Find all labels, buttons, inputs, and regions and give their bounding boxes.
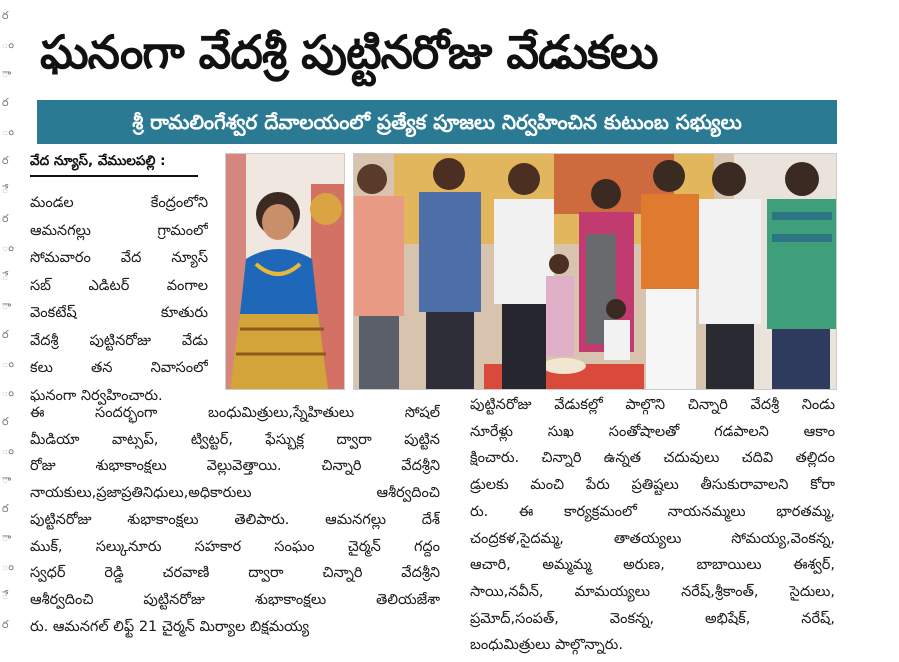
- clipped-glyph: ం: [2, 444, 14, 457]
- article-text-line: పుట్టినరోజు శుభాకాంక్షలు తెలిపారు. ఆమనగల్లు దేశ్: [30, 511, 440, 528]
- article-text-line: మీడియా వాట్సప్, ట్విట్టర్, ఫేస్బుక్ల ద్వారా పుట్టిన: [30, 431, 440, 448]
- article-text-line: సోమవారం వేద న్యూస్: [30, 250, 208, 266]
- article-column-right: [470, 392, 835, 659]
- article-text-line: ఆశీర్వదించి పుట్టినరోజు శుభాకాంక్షలు తెలియజేశా: [30, 591, 440, 608]
- clipped-glyph: ర: [2, 328, 9, 341]
- clipped-glyph: ం: [2, 386, 14, 399]
- article-column-top: [30, 190, 208, 410]
- article-text-line: సబ్ ఎడిటర్ వంగాల: [30, 277, 208, 294]
- article-text-line: పుట్టినరోజు వేడుకల్లో పాల్గొని చిన్నారి వేదశ్రీ నిండు: [470, 397, 835, 413]
- article-text-line: కలు తన నివాసంలో: [30, 360, 208, 376]
- article-text-line: నాయకులు,ప్రజాప్రతినిధులు,అధికారులు ఆశీర్వదించి: [30, 485, 440, 502]
- article-text-line: మండల కేంద్రంలోని: [30, 195, 208, 211]
- clipped-glyph: ా: [2, 473, 12, 486]
- clipped-glyph: ా: [2, 531, 12, 544]
- article-text-line: క్షించారు. చిన్నారి ఉన్నత చదువులు చదివి తల్లిదం: [470, 450, 835, 467]
- article-column-left: [30, 400, 440, 640]
- clipped-glyph: ం: [2, 241, 14, 254]
- article-text-line: డ్రులకు మంచి పేరు ప్రతిష్టలు తీసుకురావాలని కోరా: [470, 477, 835, 494]
- child-portrait-photo: [225, 153, 345, 390]
- clipped-glyph: ర: [2, 618, 9, 631]
- clipped-glyph: ర: [2, 9, 9, 22]
- clipped-glyph: ం: [2, 38, 14, 51]
- article-text-line: ఈ సందర్భంగా బంధుమిత్రులు,స్నేహితులు సోషల్: [30, 405, 440, 421]
- clipped-glyph: ర: [2, 96, 9, 109]
- article-text-line: రు. ఆమనగల్ లిఫ్ట్ 21 చైర్మన్ మిర్యాల బిక్షమయ్య: [30, 618, 310, 635]
- clipped-glyph: ర: [2, 212, 9, 225]
- adjacent-column-clipping: [0, 0, 14, 662]
- clipped-glyph: ం: [2, 125, 14, 138]
- article-text-line: ఘనంగా నిర్వహించారు.: [30, 387, 163, 404]
- article-text-line: చంద్రకళ,సైదమ్మ, తాతయ్యలు సోమయ్య,వెంకన్న,: [470, 530, 835, 547]
- article-text-line: వెంకటేష్ కూతురు: [30, 305, 208, 321]
- clipped-glyph: ే: [2, 270, 9, 283]
- clipped-glyph: ర: [2, 154, 9, 167]
- dateline: వేద న్యూస్, వేములపల్లి :: [30, 153, 166, 169]
- clipped-glyph: ే: [2, 183, 9, 196]
- clipped-glyph: ం: [2, 357, 14, 370]
- article-text-line: ఆమనగల్లు గ్రామంలో: [30, 222, 208, 239]
- article-text-line: నూరేళ్లు సుఖ సంతోషాలతో గడపాలని ఆకాం: [470, 423, 835, 440]
- article-text-line: రోజు శుభాకాంక్షలు వెల్లువెత్తాయి. చిన్నారి వేదశ్రీని: [30, 458, 440, 475]
- dateline-divider: [30, 175, 198, 177]
- clipped-glyph: ే: [2, 589, 9, 602]
- subheadline-banner: శ్రీ రామలింగేశ్వర దేవాలయంలో ప్రత్యేక పూజలు నిర్వహించిన కుటుంబ సభ్యులు: [37, 100, 837, 144]
- headline: ఘనంగా వేదశ్రీ పుట్టినరోజు వేడుకలు: [40, 25, 658, 79]
- article-text-line: ఆచారి, అమ్మమ్మ అరుణ, బాబాయిలు ఈశ్వర్,: [470, 557, 835, 574]
- article-text-line: బంధుమిత్రులు పాల్గొన్నారు.: [470, 637, 623, 654]
- article-text-line: రు. ఈ కార్యక్రమంలో నాయనమ్మలు భారతమ్మ,: [470, 503, 835, 520]
- clipped-glyph: ా: [2, 67, 12, 80]
- article-text-line: ముక్, సల్కునూరు సహకార సంఘం చైర్మన్ గద్దం: [30, 538, 440, 555]
- clipped-glyph: ా: [2, 299, 12, 312]
- article-text-line: సాయి,నవీన్, మామయ్యలు నరేష్,శ్రీకాంత్, సైదులు,: [470, 583, 835, 600]
- clipped-glyph: ర: [2, 415, 9, 428]
- clipped-glyph: ర: [2, 502, 9, 515]
- article-text-line: ప్రమోద్,సంపత్, వెంకన్న, అభిషేక్, నరేష్,: [470, 610, 835, 627]
- article-text-line: స్వధర్ రెడ్డి చరవాణి ద్వారా చిన్నారి వేదశ్రీని: [30, 565, 440, 582]
- clipped-glyph: ం: [2, 560, 14, 573]
- family-group-photo: [353, 153, 837, 390]
- article-text-line: వేదశ్రీ పుట్టినరోజు వేడు: [30, 332, 208, 349]
